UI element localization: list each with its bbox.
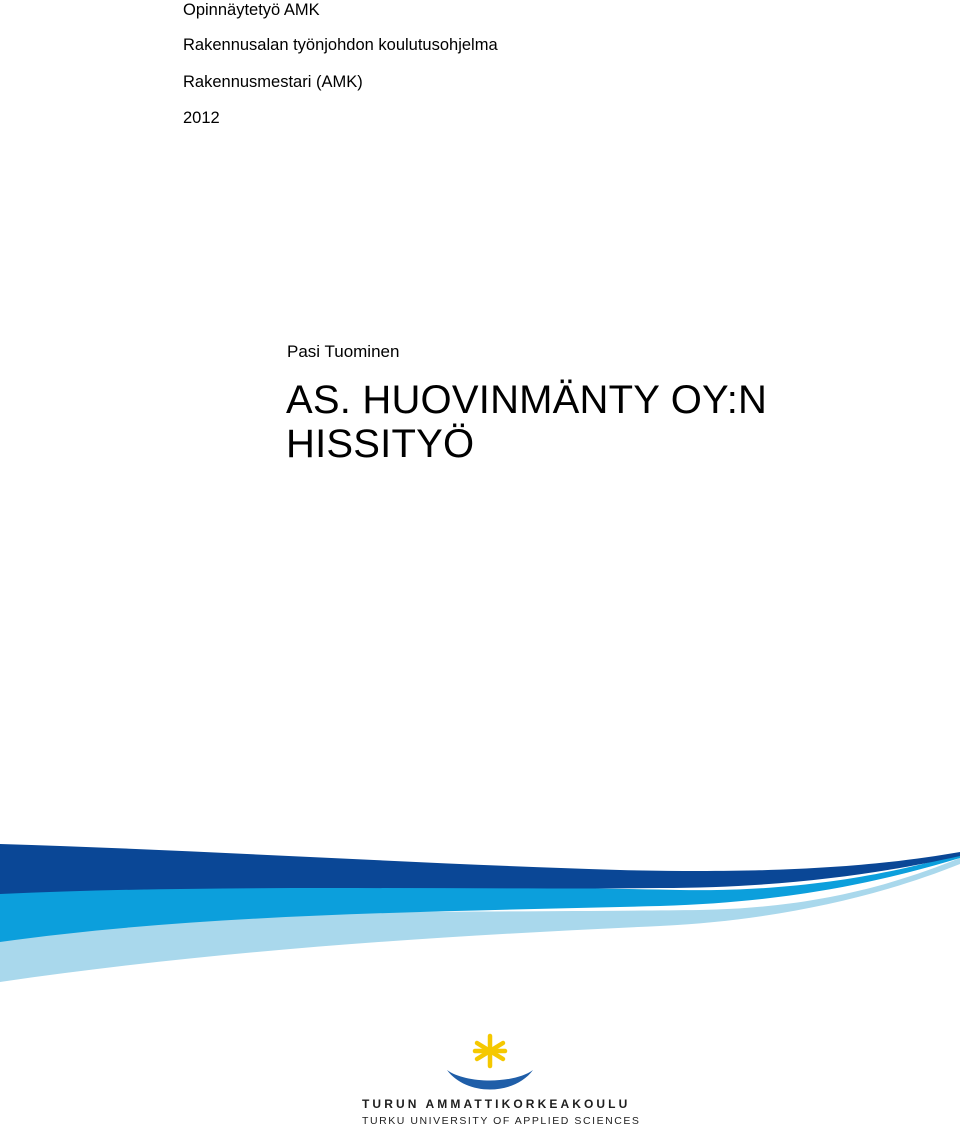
decorative-waves bbox=[0, 820, 960, 1000]
publication-year: 2012 bbox=[183, 109, 220, 127]
university-logo bbox=[360, 1030, 641, 1127]
thesis-title-line-2: HISSITYÖ bbox=[286, 422, 475, 466]
author-name: Pasi Tuominen bbox=[287, 342, 400, 361]
thesis-title-line-1: AS. HUOVINMÄNTY OY:N bbox=[286, 378, 768, 422]
sun-smile-logo-icon bbox=[444, 1030, 540, 1092]
degree-title: Rakennusmestari (AMK) bbox=[183, 73, 363, 91]
university-name-fi: TURUN AMMATTIKORKEAKOULU bbox=[362, 1097, 631, 1111]
degree-program: Rakennusalan työnjohdon koulutusohjelma bbox=[183, 36, 498, 54]
thesis-title bbox=[286, 378, 906, 466]
university-name-en: TURKU UNIVERSITY OF APPLIED SCIENCES bbox=[362, 1115, 641, 1127]
thesis-type: Opinnäytetyö AMK bbox=[183, 1, 320, 19]
